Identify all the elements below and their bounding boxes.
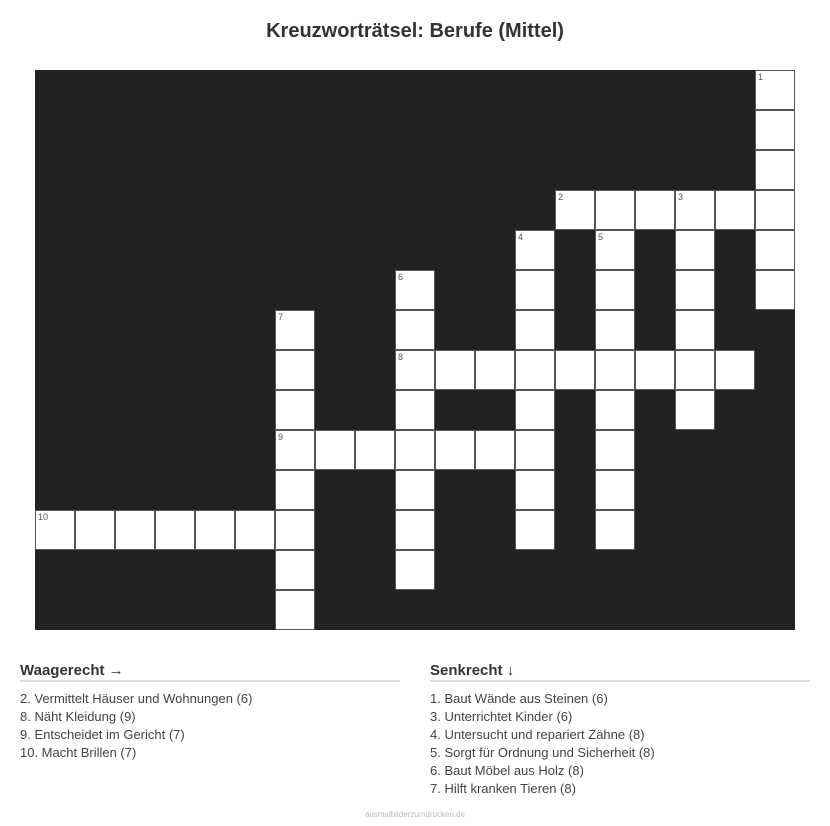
- crossword-cell[interactable]: [755, 150, 795, 190]
- clue-number: 8: [398, 352, 404, 362]
- crossword-cell[interactable]: [675, 310, 715, 350]
- crossword-cell[interactable]: [315, 430, 355, 470]
- crossword-cell[interactable]: [595, 350, 635, 390]
- crossword-cell[interactable]: [555, 190, 595, 230]
- crossword-cell[interactable]: [515, 430, 555, 470]
- clue-number: 5: [598, 232, 604, 242]
- crossword-cell[interactable]: [395, 550, 435, 590]
- crossword-cell[interactable]: [595, 430, 635, 470]
- crossword-cell[interactable]: [715, 190, 755, 230]
- crossword-cell[interactable]: [395, 310, 435, 350]
- crossword-cell[interactable]: [755, 230, 795, 270]
- clue-item: 2. Vermittelt Häuser und Wohnungen (6): [20, 691, 253, 706]
- crossword-cell[interactable]: [515, 470, 555, 510]
- clue-item: 8. Näht Kleidung (9): [20, 709, 136, 724]
- clue-number: 10: [38, 512, 49, 522]
- crossword-cell[interactable]: [235, 510, 275, 550]
- crossword-cell[interactable]: [675, 190, 715, 230]
- clue-number: 9: [278, 432, 284, 442]
- crossword-cell[interactable]: [395, 350, 435, 390]
- crossword-cell[interactable]: [515, 390, 555, 430]
- crossword-cell[interactable]: [595, 510, 635, 550]
- crossword-cell[interactable]: [715, 350, 755, 390]
- clue-item: 3. Unterrichtet Kinder (6): [430, 709, 573, 724]
- crossword-cell[interactable]: [395, 510, 435, 550]
- crossword-cell[interactable]: [395, 270, 435, 310]
- clue-item: 7. Hilft kranken Tieren (8): [430, 781, 576, 796]
- clue-item: 1. Baut Wände aus Steinen (6): [430, 691, 608, 706]
- crossword-cell[interactable]: [275, 510, 315, 550]
- clue-item: 4. Untersucht und repariert Zähne (8): [430, 727, 645, 742]
- crossword-cell[interactable]: [275, 430, 315, 470]
- crossword-cell[interactable]: [755, 190, 795, 230]
- crossword-cell[interactable]: [275, 550, 315, 590]
- crossword-cell[interactable]: [75, 510, 115, 550]
- crossword-cell[interactable]: [275, 470, 315, 510]
- crossword-cell[interactable]: [35, 510, 75, 550]
- crossword-cell[interactable]: [755, 110, 795, 150]
- clue-item: 10. Macht Brillen (7): [20, 745, 137, 760]
- clue-number: 4: [518, 232, 524, 242]
- crossword-cell[interactable]: [515, 350, 555, 390]
- across-clue-list: [20, 690, 400, 762]
- clue-number: 3: [678, 192, 684, 202]
- crossword-cell[interactable]: [475, 350, 515, 390]
- across-clues-section: [20, 662, 400, 762]
- crossword-cell[interactable]: [675, 350, 715, 390]
- clue-item: 9. Entscheidet im Gericht (7): [20, 727, 185, 742]
- crossword-grid: [35, 70, 795, 630]
- crossword-cell[interactable]: [115, 510, 155, 550]
- crossword-cell[interactable]: [675, 230, 715, 270]
- crossword-cell[interactable]: [515, 270, 555, 310]
- crossword-cell[interactable]: [515, 310, 555, 350]
- clue-number: 7: [278, 312, 284, 322]
- crossword-cell[interactable]: [155, 510, 195, 550]
- crossword-cell[interactable]: [195, 510, 235, 550]
- crossword-cell[interactable]: [595, 310, 635, 350]
- down-clue-list: [430, 690, 810, 798]
- crossword-cell[interactable]: [395, 390, 435, 430]
- clue-number: 2: [558, 192, 564, 202]
- crossword-cell[interactable]: [275, 390, 315, 430]
- crossword-cell[interactable]: [635, 350, 675, 390]
- crossword-cell[interactable]: [475, 430, 515, 470]
- page-title: Kreuzworträtsel: Berufe (Mittel): [266, 20, 564, 42]
- crossword-cell[interactable]: [595, 230, 635, 270]
- crossword-cell[interactable]: [275, 350, 315, 390]
- crossword-cell[interactable]: [515, 230, 555, 270]
- crossword-cell[interactable]: [675, 390, 715, 430]
- crossword-cell[interactable]: [355, 430, 395, 470]
- down-heading: Senkrecht ↓: [430, 662, 810, 682]
- crossword-cell[interactable]: [635, 190, 675, 230]
- crossword-cell[interactable]: [435, 350, 475, 390]
- crossword-cell[interactable]: [755, 70, 795, 110]
- crossword-cell[interactable]: [395, 470, 435, 510]
- clue-number: 6: [398, 272, 404, 282]
- clue-item: 5. Sorgt für Ordnung und Sicherheit (8): [430, 745, 655, 760]
- crossword-cell[interactable]: [595, 270, 635, 310]
- across-heading: Waagerecht →: [20, 662, 400, 682]
- crossword-cell[interactable]: [275, 590, 315, 630]
- crossword-cell[interactable]: [595, 190, 635, 230]
- crossword-cell[interactable]: [595, 470, 635, 510]
- crossword-cell[interactable]: [435, 430, 475, 470]
- crossword-cell[interactable]: [755, 270, 795, 310]
- crossword-cell[interactable]: [515, 510, 555, 550]
- footer-credit: ausmalbilderzumdrucken.de: [364, 810, 466, 819]
- down-clues-section: [430, 662, 810, 798]
- crossword-cell[interactable]: [555, 350, 595, 390]
- crossword-cell[interactable]: [595, 390, 635, 430]
- clue-item: 6. Baut Möbel aus Holz (8): [430, 763, 584, 778]
- crossword-cell[interactable]: [395, 430, 435, 470]
- crossword-cell[interactable]: [275, 310, 315, 350]
- crossword-cell[interactable]: [675, 270, 715, 310]
- clue-number: 1: [758, 72, 764, 82]
